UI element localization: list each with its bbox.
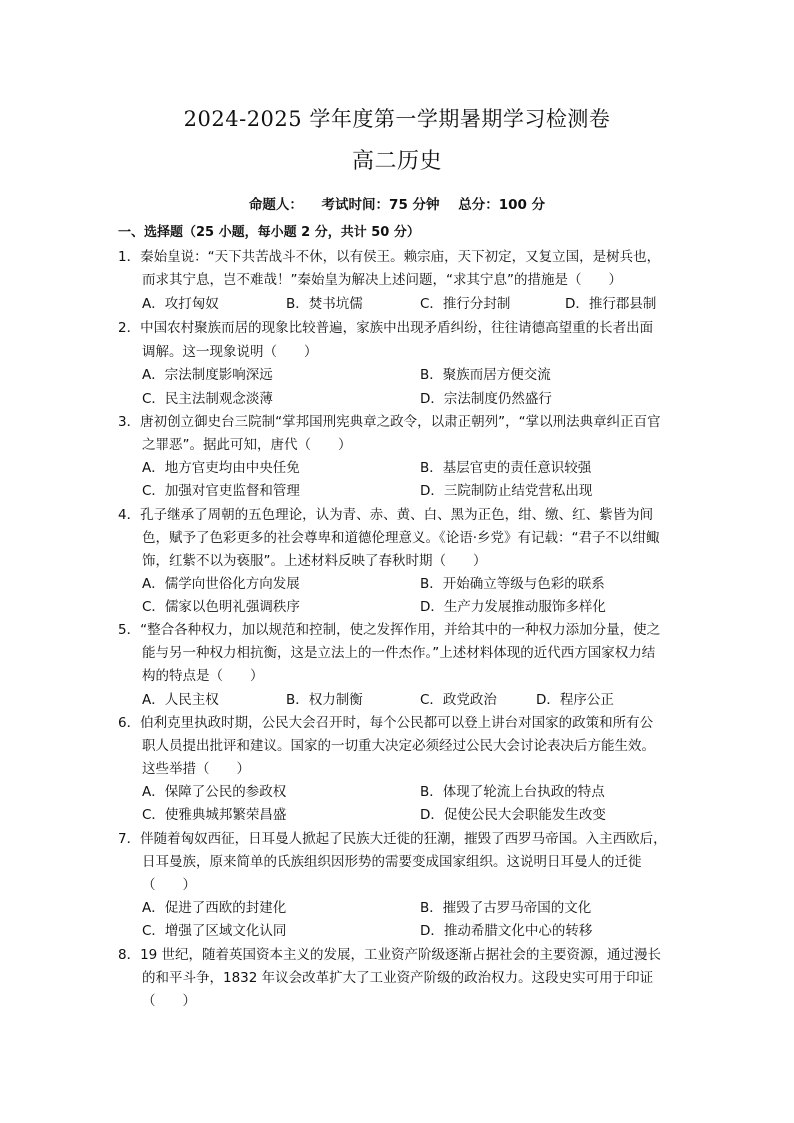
- question-5-line-1: 5．“整合各种权力，加以规范和控制，使之发挥作用，并给其中的一种权力添加分量，使之: [118, 622, 661, 638]
- question-8-line-1: 8．19 世纪，随着英国资本主义的发展，工业资产阶级逐渐占据社会的主要资源，通过漫长: [118, 947, 662, 963]
- question-7-option-a: A．促进了西欧的封建化: [142, 900, 287, 916]
- question-4-line-3: 饰，红紫不以为亵服”。上述材料反映了春秋时期（ ）: [142, 553, 487, 569]
- question-5-option-b: B．权力制衡: [286, 692, 363, 708]
- question-8-line-3: （ ）: [142, 993, 196, 1009]
- question-5-option-d: D．程序公正: [536, 692, 614, 708]
- question-7-line-3: （ ）: [142, 877, 196, 893]
- question-2-option-a: A．宗法制度影响深远: [142, 367, 273, 383]
- question-5-option-c: C．政党政治: [420, 692, 497, 708]
- question-5-line-3: 构的特点是（ ）: [142, 668, 264, 684]
- question-4-option-a: A．儒学向世俗化方向发展: [142, 576, 300, 592]
- question-3-option-c: C．加强对官吏监督和管理: [142, 483, 300, 499]
- question-1-line-1: 1．秦始皇说：“天下共苦战斗不休，以有侯王。赖宗庙，天下初定，又复立国，是树兵也，: [118, 249, 661, 265]
- question-7-line-2: 日耳曼族，原来简单的氏族组织因形势的需要变成国家组织。这说明日耳曼人的迁徙: [142, 854, 642, 870]
- exam-score: 总分：100 分: [458, 197, 546, 213]
- question-7-line-1: 7．伴随着匈奴西征，日耳曼人掀起了民族大迁徙的狂潮，摧毁了西罗马帝国。入主西欧后，: [118, 831, 667, 847]
- question-2-option-b: B．聚族而居方便交流: [420, 367, 551, 383]
- question-5-option-a: A．人民主权: [142, 692, 219, 708]
- section-heading: 一、选择题（25 小题，每小题 2 分，共计 50 分）: [118, 225, 420, 240]
- question-6-line-1: 6．伯利克里执政时期，公民大会召开时，每个公民都可以登上讲台对国家的政策和所有公: [118, 715, 654, 731]
- question-2-option-c: C．民主法制观念淡薄: [142, 391, 273, 407]
- question-5-line-2: 能与另一种权力相抗衡，这是立法上的一件杰作。”上述材料体现的近代西方国家权力结: [142, 645, 656, 661]
- question-1-line-2: 而求其宁息，岂不难哉！”秦始皇为解决上述问题，“求其宁息”的措施是（ ）: [142, 272, 622, 288]
- exam-subtitle: 高二历史: [351, 149, 442, 174]
- question-7-option-b: B．摧毁了古罗马帝国的文化: [420, 900, 592, 916]
- question-1-option-b: B．焚书坑儒: [286, 296, 363, 312]
- question-7-option-d: D．推动希腊文化中心的转移: [420, 923, 593, 939]
- question-2-line-1: 2．中国农村聚族而居的现象比较普遍，家族中出现矛盾纠纷，往往请德高望重的长者出面: [118, 320, 654, 336]
- question-4-line-1: 4．孔子继承了周朝的五色理论，认为青、赤、黄、白、黑为正色，绀、缴、红、紫皆为间: [118, 507, 654, 523]
- exam-meta: [0, 193, 794, 213]
- setter-label: 命题人：: [248, 197, 303, 213]
- question-6-option-c: C．使雅典城邦繁荣昌盛: [142, 807, 287, 823]
- question-3-option-d: D．三院制防止结党营私出现: [420, 483, 593, 499]
- question-3-option-a: A．地方官吏均由中央任免: [142, 460, 300, 476]
- exam-title: 2024-2025 学年度第一学期暑期学习检测卷: [183, 107, 611, 131]
- question-6-option-d: D．促使公民大会职能发生改变: [420, 807, 606, 823]
- question-2-option-d: D．宗法制度仍然盛行: [420, 391, 552, 407]
- question-6-option-a: A．保障了公民的参政权: [142, 784, 287, 800]
- question-7-option-c: C．增强了区域文化认同: [142, 923, 287, 939]
- question-6-line-3: 这些举措（ ）: [142, 761, 250, 777]
- exam-time: 考试时间：75 分钟: [321, 197, 440, 213]
- question-4-option-b: B．开始确立等级与色彩的联系: [420, 576, 605, 592]
- question-6-line-2: 职人员提出批评和建议。国家的一切重大决定必须经过公民大会讨论表决后方能生效。: [142, 738, 655, 754]
- question-1-option-a: A．攻打匈奴: [142, 296, 219, 312]
- question-8-line-2: 的和平斗争，1832 年议会改革扩大了工业资产阶级的政治权力。这段史实可用于印证: [142, 970, 654, 986]
- question-3-line-2: 之罪恶”。据此可知，唐代（ ）: [142, 437, 352, 453]
- question-4-line-2: 色，赋予了色彩更多的社会尊卑和道德伦理意义。《论语·乡党》有记载：“君子不以绀鲰: [142, 530, 660, 546]
- question-3-option-b: B．基层官吏的责任意识较强: [420, 460, 592, 476]
- question-4-option-d: D．生产力发展推动服饰多样化: [420, 599, 606, 615]
- question-3-line-1: 3．唐初创立御史台三院制“掌邦国刑宪典章之政令，以肃正朝列”，“掌以刑法典章纠正百官: [118, 414, 661, 430]
- question-1-option-c: C．推行分封制: [420, 296, 511, 312]
- question-4-option-c: C．儒家以色明礼强调秩序: [142, 599, 300, 615]
- question-1-option-d: D．推行郡县制: [565, 296, 657, 312]
- question-2-line-2: 调解。这一现象说明（ ）: [142, 344, 318, 360]
- question-6-option-b: B．体现了轮流上台执政的特点: [420, 784, 605, 800]
